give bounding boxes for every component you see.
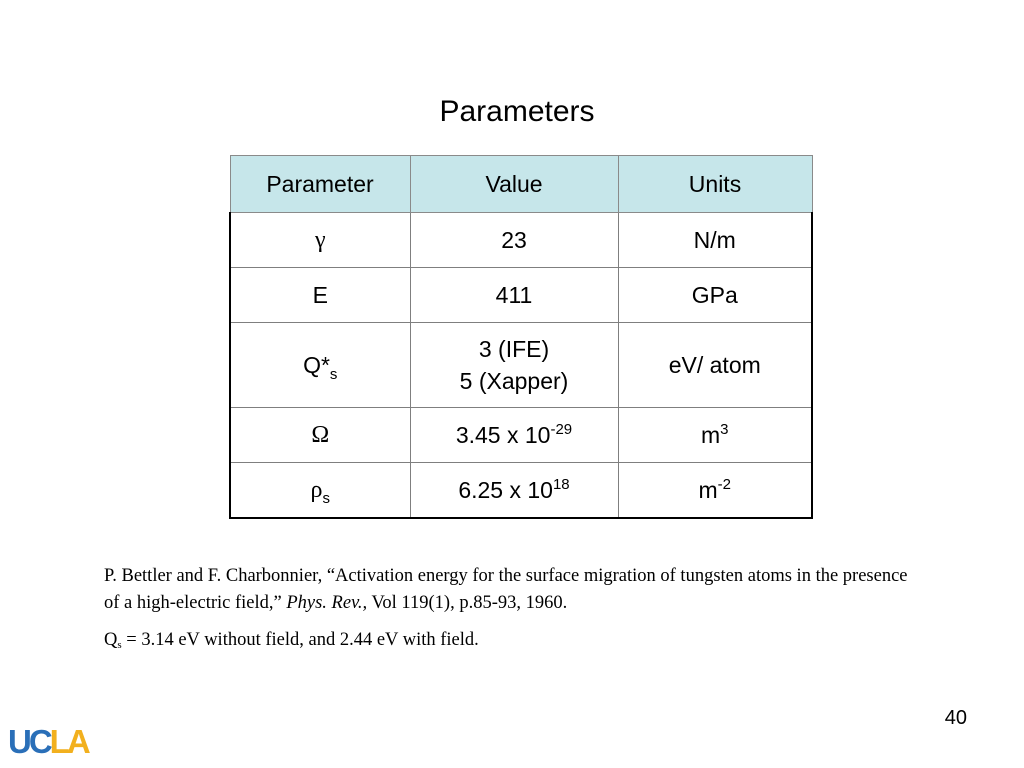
citation-end: Vol 119(1), p.85-93, 1960. [367, 593, 568, 613]
value-cell [410, 463, 618, 519]
header-parameter: Parameter [230, 156, 410, 213]
table-row [230, 463, 812, 519]
page-number: 40 [944, 707, 967, 729]
citation-start: P. Bettler and F. Charbonnier, “Activation energy for the surface migration of tungsten atoms in the presence of a high-electric field,” [104, 566, 908, 613]
note-base: Q [104, 630, 118, 650]
journal-name: Phys. Rev., [286, 593, 368, 613]
energy-note [104, 627, 914, 654]
units-exponent: 3 [720, 420, 729, 438]
value-base: 3.45 x 10 [455, 421, 551, 448]
value-cell: 411 [410, 268, 618, 323]
table-row [230, 268, 812, 323]
value-exponent: -29 [550, 420, 573, 438]
param-symbol: Ω [311, 422, 330, 448]
units-cell: eV/ atom [618, 323, 812, 408]
table-header-row [230, 156, 812, 213]
value-cell [410, 408, 618, 463]
param-subscript: s [322, 490, 330, 507]
logo-part-la: LA [49, 723, 88, 760]
value-base: 6.25 x 10 [458, 476, 553, 503]
units-cell: N/m [618, 213, 812, 268]
param-cell: E [230, 268, 410, 323]
slide-title: Parameters [439, 95, 595, 128]
param-symbol: ρ [310, 477, 323, 503]
units-cell: GPa [618, 268, 812, 323]
param-base: Q* [303, 351, 330, 378]
param-cell [230, 323, 410, 408]
units-cell [618, 408, 812, 463]
param-symbol: γ [314, 227, 326, 253]
citation [104, 563, 914, 617]
value-cell [410, 323, 618, 408]
table-row [230, 323, 812, 408]
param-subscript: s [329, 365, 338, 383]
logo-part-uc: UC [8, 723, 50, 760]
units-base: m [700, 421, 721, 448]
value-line: 5 (Xapper) [459, 368, 569, 394]
value-cell: 23 [410, 213, 618, 268]
header-value: Value [410, 156, 618, 213]
reference-block [104, 563, 914, 654]
value-exponent: 18 [552, 475, 570, 493]
units-base: m [698, 476, 718, 503]
note-subscript: s [117, 639, 122, 651]
ucla-logo [8, 720, 88, 764]
value-line: 3 (IFE) [478, 336, 550, 362]
units-cell [618, 463, 812, 519]
table-row [230, 408, 812, 463]
note-rest: = 3.14 eV without field, and 2.44 eV with field. [121, 630, 479, 650]
header-units: Units [618, 156, 812, 213]
units-exponent: -2 [717, 475, 731, 493]
param-cell [230, 213, 410, 268]
table-row [230, 213, 812, 268]
param-cell [230, 408, 410, 463]
parameters-table [229, 155, 813, 519]
param-cell [230, 463, 410, 519]
